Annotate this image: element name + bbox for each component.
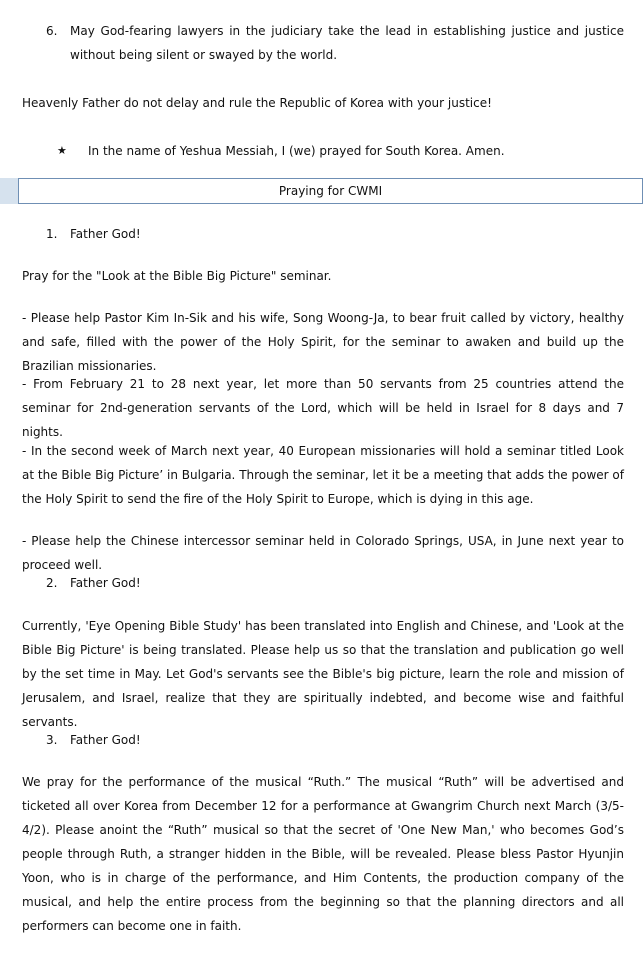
list-item-3 (46, 728, 624, 752)
paragraph: We pray for the performance of the musical “Ruth.” The musical “Ruth” will be advertised and ticketed all over Korea from December 12 for a performance at Gwangrim Church next March (3/5-4/2). Please anoint the “Ruth” musical so that the secret of 'One New Man,' who becomes God’s people through Ruth, a stranger hidden in the Bible, will be revealed. Please bless Pastor Hyunjin Yoon, who is in charge of the performance, and Him Contents, the production company of the musical, and help the entire process from the beginning so that the planning directors and all performers can become one in faith. (22, 775, 624, 933)
paragraph: - Please help Pastor Kim In-Sik and his wife, Song Woong-Ja, to bear fruit called by victory, healthy and safe, filled with the power of the Holy Spirit, for the seminar to awaken and build up the Brazilian missionaries. (22, 311, 624, 373)
section-heading-box (18, 178, 643, 204)
paragraph: - Please help the Chinese intercessor seminar held in Colorado Springs, USA, in June next year to proceed well. (22, 534, 624, 572)
list-item-2 (46, 571, 624, 595)
paragraph: Currently, 'Eye Opening Bible Study' has been translated into English and Chinese, and 'Look at the Bible Big Picture' is being translated. Please help us so that the translation and publication go well by the set time in May. Let God's servants see the Bible's big picture, learn the role and mission of Jerusalem, and Israel, realize that they are spiritually indebted, and become wise and faithful servants. (22, 619, 624, 729)
list-number: 3. (46, 733, 58, 747)
star-bullet-item (57, 139, 617, 163)
list-item-heading: Father God! (70, 733, 141, 747)
list-item-heading: Father God! (70, 576, 141, 590)
list-item-6 (46, 19, 624, 67)
list-item-1 (46, 222, 624, 246)
heavenly-father-line: Heavenly Father do not delay and rule the Republic of Korea with your justice! (22, 96, 492, 110)
amen-line: In the name of Yeshua Messiah, I (we) prayed for South Korea. Amen. (88, 144, 505, 158)
star-icon: ★ (57, 144, 67, 157)
paragraph: Pray for the "Look at the Bible Big Picture" seminar. (22, 269, 332, 283)
list-item-heading: Father God! (70, 227, 141, 241)
list-number: 1. (46, 227, 58, 241)
paragraph: - In the second week of March next year, 40 European missionaries will hold a seminar titled Look at the Bible Big Picture’ in Bulgaria. Through the seminar, let it be a meeting that adds the power of the Holy Spirit to send the fire of the Holy Spirit to Europe, which is dying in this age. (22, 444, 624, 506)
paragraph: - From February 21 to 28 next year, let more than 50 servants from 25 countries attend the seminar for 2nd-generation servants of the Lord, which will be held in Israel for 8 days and 7 nights. (22, 377, 624, 439)
section-title: Praying for CWMI (278, 184, 383, 198)
list-number: 6. (46, 24, 58, 38)
banner-left-shade (0, 178, 18, 204)
list-number: 2. (46, 576, 58, 590)
list-item-text: May God-fearing lawyers in the judiciary take the lead in establishing justice and justice without being silent or swayed by the world. (70, 24, 624, 62)
